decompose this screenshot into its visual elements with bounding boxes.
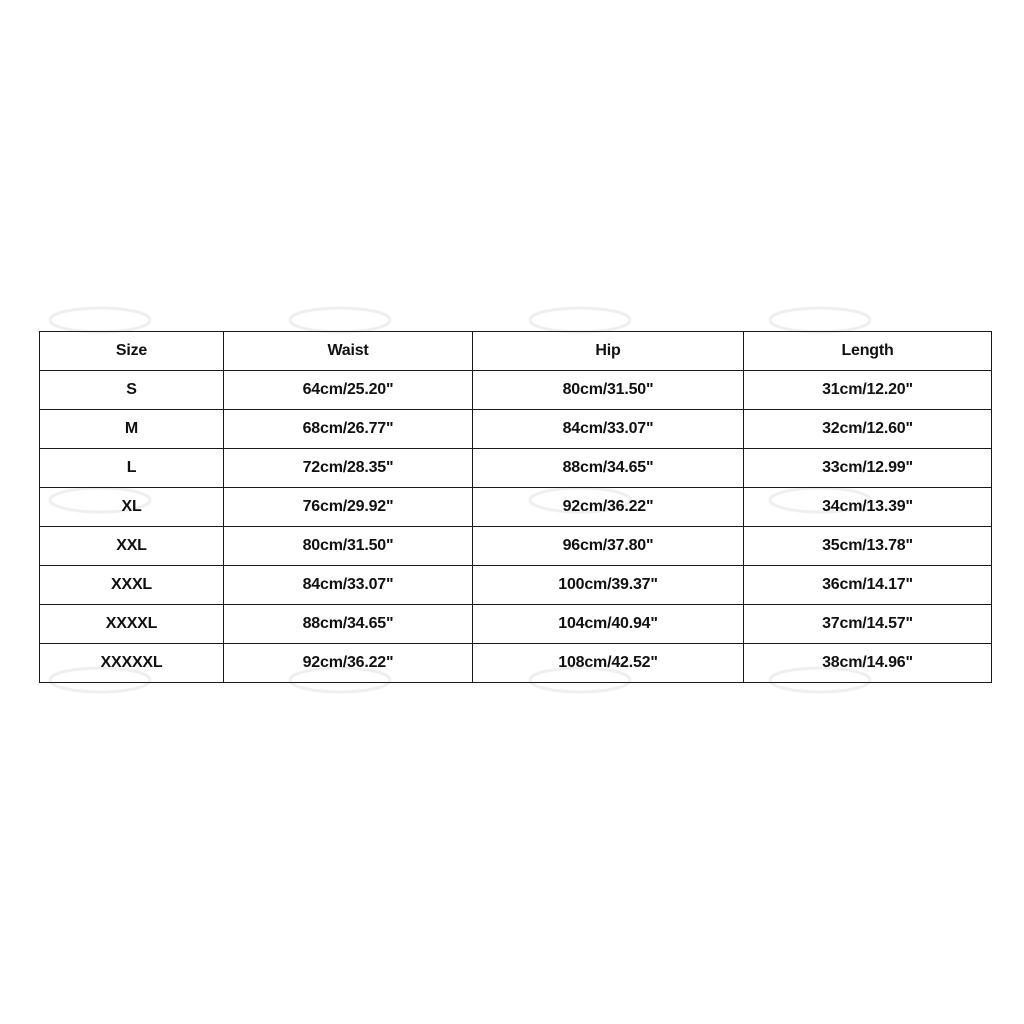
length-cell: 37cm/14.57" xyxy=(744,605,992,644)
length-cell: 31cm/12.20" xyxy=(744,371,992,410)
length-cell: 32cm/12.60" xyxy=(744,410,992,449)
header-size: Size xyxy=(40,332,224,371)
header-hip: Hip xyxy=(473,332,744,371)
size-cell: XXXL xyxy=(40,566,224,605)
table-row xyxy=(40,605,992,644)
waist-cell: 92cm/36.22" xyxy=(224,644,473,683)
waist-cell: 64cm/25.20" xyxy=(224,371,473,410)
length-cell: 34cm/13.39" xyxy=(744,488,992,527)
waist-cell: 80cm/31.50" xyxy=(224,527,473,566)
table-row xyxy=(40,371,992,410)
size-cell: M xyxy=(40,410,224,449)
size-cell: L xyxy=(40,449,224,488)
hip-cell: 108cm/42.52" xyxy=(473,644,744,683)
size-cell: S xyxy=(40,371,224,410)
size-cell: XXXXL xyxy=(40,605,224,644)
waist-cell: 76cm/29.92" xyxy=(224,488,473,527)
size-cell: XXXXXL xyxy=(40,644,224,683)
table-row xyxy=(40,449,992,488)
hip-cell: 104cm/40.94" xyxy=(473,605,744,644)
length-cell: 35cm/13.78" xyxy=(744,527,992,566)
length-cell: 36cm/14.17" xyxy=(744,566,992,605)
hip-cell: 92cm/36.22" xyxy=(473,488,744,527)
hip-cell: 88cm/34.65" xyxy=(473,449,744,488)
table-row xyxy=(40,488,992,527)
length-cell: 33cm/12.99" xyxy=(744,449,992,488)
waist-cell: 68cm/26.77" xyxy=(224,410,473,449)
table-row xyxy=(40,527,992,566)
hip-cell: 84cm/33.07" xyxy=(473,410,744,449)
hip-cell: 80cm/31.50" xyxy=(473,371,744,410)
waist-cell: 72cm/28.35" xyxy=(224,449,473,488)
size-cell: XL xyxy=(40,488,224,527)
length-cell: 38cm/14.96" xyxy=(744,644,992,683)
size-chart-table xyxy=(39,331,992,683)
table-row xyxy=(40,644,992,683)
hip-cell: 100cm/39.37" xyxy=(473,566,744,605)
size-cell: XXL xyxy=(40,527,224,566)
waist-cell: 84cm/33.07" xyxy=(224,566,473,605)
header-length: Length xyxy=(744,332,992,371)
table-row xyxy=(40,566,992,605)
table-row xyxy=(40,410,992,449)
header-waist: Waist xyxy=(224,332,473,371)
waist-cell: 88cm/34.65" xyxy=(224,605,473,644)
hip-cell: 96cm/37.80" xyxy=(473,527,744,566)
table-header-row xyxy=(40,332,992,371)
